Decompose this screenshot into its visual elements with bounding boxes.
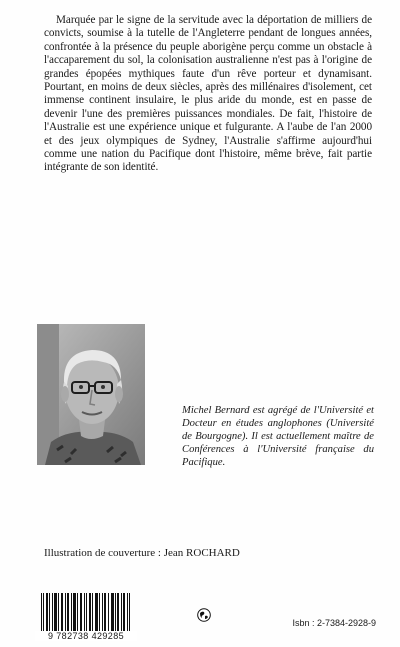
barcode-bars [35,593,137,635]
author-bio: Michel Bernard est agrégé de l'Université et Docteur en études anglophones (Université de Bourgogne). Il est actuellement maître de Conférences à l'Université française du Pacifique. [182,405,374,468]
publisher-globe-logo-icon [197,608,211,622]
isbn-number: Isbn : 2-7384-2928-9 [292,618,376,628]
ean-barcode [35,593,137,643]
blurb-paragraph: Marquée par le signe de la servitude avec la déportation de milliers de convicts, soumise à la tutelle de l'Angleterre pendant de longues années, confrontée à la présence du peuple aborigène perçu comme un obstacle à l'accaparement du sol, la colonisation australienne n'est pas à l'origine de grandes épopées mythiques faute d'un rêve porteur et dynamisant. Pourtant, en moins de deux siècles, après des millénaires d'isolement, cet immense continent insulaire, le plus aride du monde, est en passe de devenir l'une des premières puissances mondiales. De fait, l'histoire de l'Australie est une expérience unique et fulgurante. A l'aube de l'an 2000 et des jeux olympiques de Sydney, l'Australie s'affirme aujourd'hui comme une nation du Pacifique dont l'histoire, même brève, fait partie intégrante de son identité. [44,14,372,174]
barcode-digits: 9 782738 429285 [35,631,137,641]
cover-illustration-credit: Illustration de couverture : Jean ROCHARD [44,547,240,559]
author-photo [37,324,145,465]
